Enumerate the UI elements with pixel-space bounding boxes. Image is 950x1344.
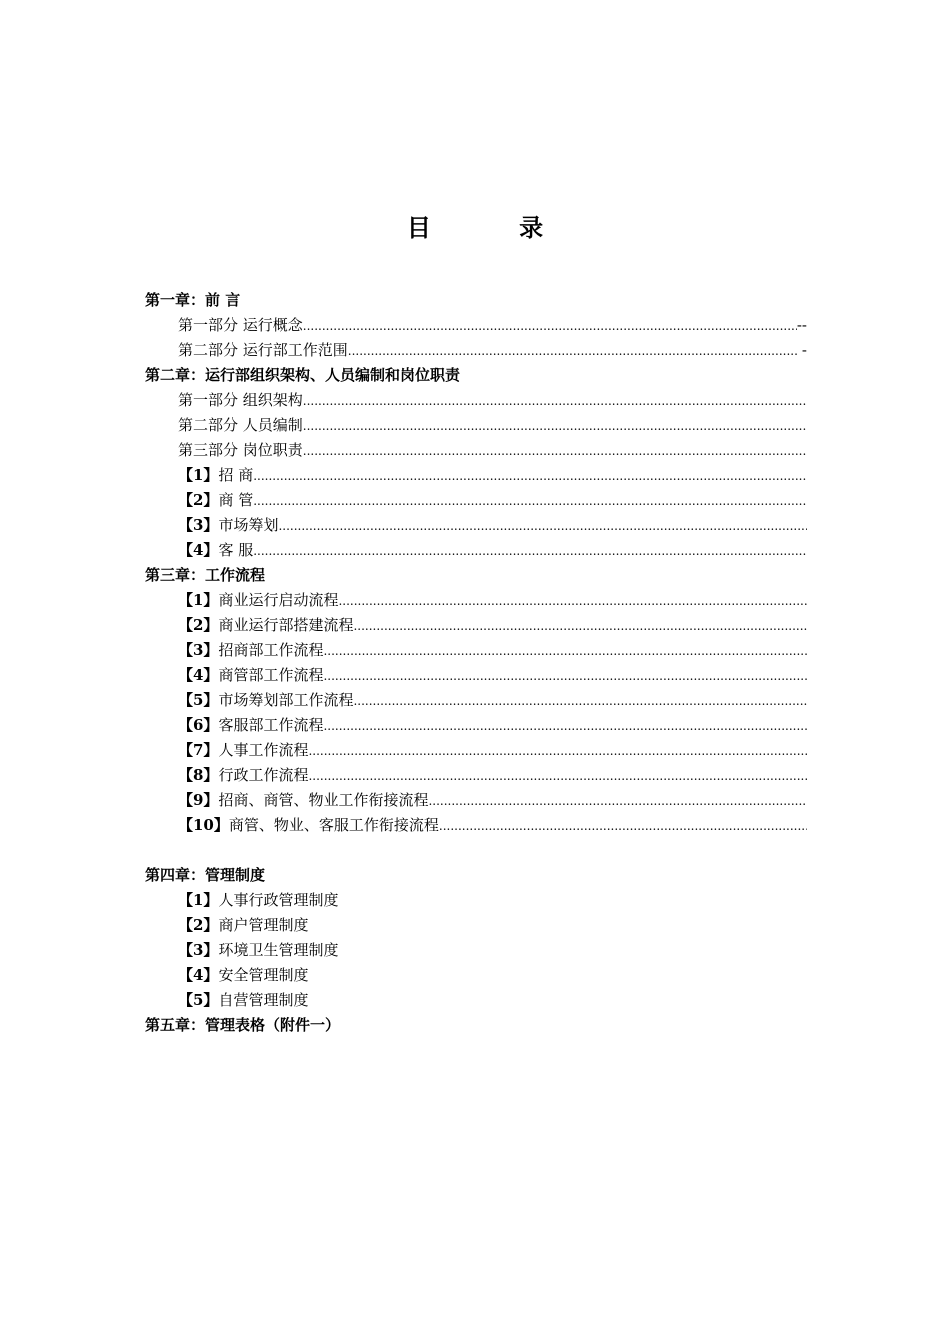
toc-entry[interactable] — [145, 588, 807, 613]
toc-entry-number: 【5】 — [178, 991, 219, 1009]
toc-entry-text: 商业运行启动流程 — [218, 591, 339, 609]
toc-entry-number: 【4】 — [178, 666, 219, 684]
toc-page-number: -- — [796, 316, 807, 334]
toc-dot-leader — [303, 314, 797, 339]
toc-chapter-text: 第二章：运行部组织架构、人员编制和岗位职责 — [145, 366, 461, 384]
toc-entry-number: 【5】 — [178, 691, 219, 709]
toc-entry[interactable] — [145, 963, 807, 988]
toc-chapter-text: 第五章：管理表格（附件一） — [145, 1016, 341, 1034]
toc-chapter-heading[interactable] — [145, 863, 807, 888]
toc-entry[interactable] — [145, 513, 807, 538]
toc-dot-leader — [439, 814, 807, 839]
toc-chapter-heading[interactable] — [145, 288, 807, 313]
toc-entry[interactable] — [145, 913, 807, 938]
toc-spacer — [145, 838, 807, 863]
toc-entry-number: 【4】 — [178, 541, 219, 559]
toc-chapter-heading[interactable] — [145, 363, 807, 388]
toc-entry-text: 第三部分 岗位职责 — [178, 441, 303, 459]
toc-entry-text: 第二部分 人员编制 — [178, 416, 303, 434]
toc-entry-text: 第一部分 组织架构 — [178, 391, 303, 409]
toc-entry[interactable] — [145, 413, 807, 438]
toc-dot-leader — [323, 714, 807, 739]
toc-entry[interactable] — [145, 338, 807, 363]
table-of-contents — [145, 288, 807, 1038]
toc-entry[interactable] — [145, 538, 807, 563]
toc-entry[interactable] — [145, 663, 807, 688]
toc-entry-text: 商业运行部搭建流程 — [218, 616, 354, 634]
toc-entry-number: 【1】 — [178, 466, 219, 484]
toc-entry-text: 招 商 — [218, 466, 254, 484]
toc-entry-text: 第二部分 运行部工作范围 — [178, 341, 348, 359]
toc-entry-text: 市场筹划部工作流程 — [218, 691, 354, 709]
toc-chapter-heading[interactable] — [145, 1013, 807, 1038]
toc-dot-leader — [428, 789, 807, 814]
toc-entry-number: 【4】 — [178, 966, 219, 984]
toc-chapter-text: 第四章：管理制度 — [145, 866, 266, 884]
toc-entry-number: 【7】 — [178, 741, 219, 759]
toc-entry-number: 【2】 — [178, 491, 219, 509]
toc-dot-leader — [348, 339, 797, 364]
toc-entry-text: 人事工作流程 — [218, 741, 309, 759]
toc-dot-leader — [323, 639, 807, 664]
toc-dot-leader — [308, 764, 807, 789]
toc-entry-number: 【6】 — [178, 716, 219, 734]
toc-entry-number: 【9】 — [178, 791, 219, 809]
toc-entry-text: 人事行政管理制度 — [218, 891, 339, 909]
toc-entry[interactable] — [145, 738, 807, 763]
toc-dot-leader — [253, 464, 807, 489]
toc-entry-text: 市场筹划 — [218, 516, 279, 534]
toc-entry[interactable] — [145, 613, 807, 638]
toc-entry-text: 环境卫生管理制度 — [218, 941, 339, 959]
toc-dot-leader — [303, 414, 807, 439]
toc-entry[interactable] — [145, 488, 807, 513]
toc-dot-leader — [303, 389, 807, 414]
toc-entry-text: 自营管理制度 — [218, 991, 309, 1009]
toc-entry-text: 招商、商管、物业工作衔接流程 — [218, 791, 429, 809]
toc-entry[interactable] — [145, 388, 807, 413]
toc-entry-number: 【1】 — [178, 591, 219, 609]
toc-dot-leader — [353, 689, 807, 714]
toc-dot-leader — [253, 539, 807, 564]
toc-entry-number: 【2】 — [178, 916, 219, 934]
toc-entry-number: 【2】 — [178, 616, 219, 634]
toc-entry-text: 第一部分 运行概念 — [178, 316, 303, 334]
toc-entry-number: 【1】 — [178, 891, 219, 909]
toc-entry-number: 【8】 — [178, 766, 219, 784]
toc-entry[interactable] — [145, 763, 807, 788]
toc-page-number: - — [797, 341, 807, 359]
toc-entry-text: 客 服 — [218, 541, 254, 559]
toc-dot-leader — [303, 439, 807, 464]
toc-dot-leader — [278, 514, 807, 539]
toc-entry-text: 商管部工作流程 — [218, 666, 324, 684]
toc-entry[interactable] — [145, 888, 807, 913]
toc-entry[interactable] — [145, 688, 807, 713]
toc-entry[interactable] — [145, 988, 807, 1013]
toc-entry[interactable] — [145, 438, 807, 463]
toc-entry[interactable] — [145, 713, 807, 738]
toc-dot-leader — [253, 489, 807, 514]
toc-entry-text: 商 管 — [218, 491, 254, 509]
toc-entry-number: 【10】 — [178, 816, 229, 834]
toc-entry-number: 【3】 — [178, 641, 219, 659]
toc-entry[interactable] — [145, 313, 807, 338]
toc-entry-text: 客服部工作流程 — [218, 716, 324, 734]
toc-entry-number: 【3】 — [178, 516, 219, 534]
toc-entry-text: 商管、物业、客服工作衔接流程 — [228, 816, 439, 834]
toc-chapter-text: 第一章：前 言 — [145, 291, 241, 309]
toc-dot-leader — [308, 739, 807, 764]
toc-entry[interactable] — [145, 788, 807, 813]
toc-entry[interactable] — [145, 463, 807, 488]
page-title: 目 录 — [406, 213, 584, 242]
toc-chapter-text: 第三章：工作流程 — [145, 566, 266, 584]
toc-entry[interactable] — [145, 813, 807, 838]
toc-dot-leader — [323, 664, 807, 689]
toc-entry-text: 行政工作流程 — [218, 766, 309, 784]
toc-entry-text: 商户管理制度 — [218, 916, 309, 934]
toc-chapter-heading[interactable] — [145, 563, 807, 588]
toc-dot-leader — [338, 589, 807, 614]
toc-entry-text: 安全管理制度 — [218, 966, 309, 984]
toc-entry[interactable] — [145, 638, 807, 663]
toc-entry-number: 【3】 — [178, 941, 219, 959]
toc-dot-leader — [353, 614, 807, 639]
toc-entry-text: 招商部工作流程 — [218, 641, 324, 659]
toc-entry[interactable] — [145, 938, 807, 963]
